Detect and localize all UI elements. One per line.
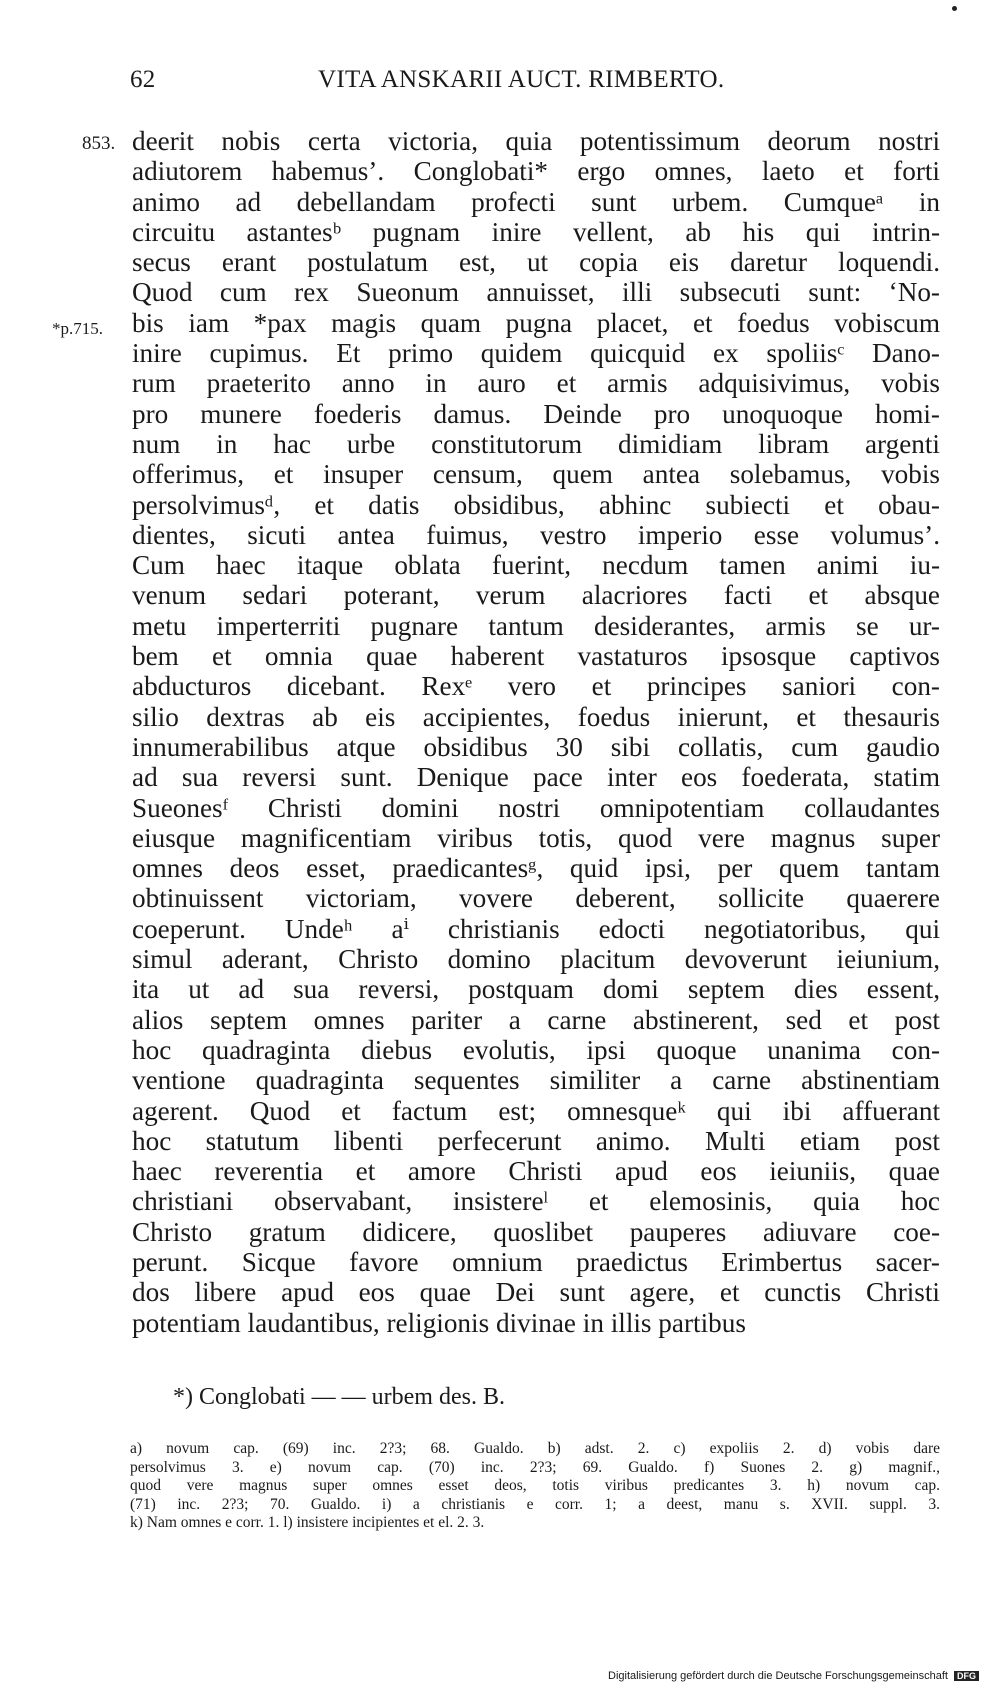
credit-text: Digitalisierung gefördert durch die Deutsche Forschungsgemeinschaft — [608, 1670, 948, 1682]
text-line: metu imperterriti pugnare tantum desiderantes, armis se ur- — [132, 610, 940, 641]
text-line: pro munere foederis damus. Deinde pro unoquoque homi- — [132, 398, 940, 429]
text-line: christiani observabant, insistereˡ et elemosinis, quia hoc — [132, 1186, 940, 1217]
text-line: Sueonesᶠ Christi domini nostri omnipotentiam collaudantes — [132, 792, 940, 823]
text-line: Quod cum rex Sueonum annuisset, illi subsecuti sunt: ‘No- — [132, 277, 940, 308]
text-line: hoc quadraginta diebus evolutis, ipsi quoque unanima con- — [132, 1034, 940, 1065]
apparatus-line: a) novum cap. (69) inc. 2?3; 68. Gualdo. b) adst. 2. c) expoliis 2. d) vobis dare — [130, 1440, 940, 1457]
apparatus-line: quod vere magnus super omnes esset deos, totis viribus predicantes 3. h) novum cap. — [130, 1477, 940, 1495]
text-line: persolvimusᵈ, et datis obsidibus, abhinc subiecti et obau- — [132, 489, 940, 520]
apparatus-line: persolvimus 3. e) novum cap. (70) inc. 2?3; 69. Gualdo. f) Suones 2. g) magnif., — [130, 1458, 940, 1476]
text-line: agerent. Quod et factum est; omnesqueᵏ qui ibi affuerant — [132, 1095, 940, 1126]
text-line: animo ad debellandam profecti sunt urbem. Cumqueᵃ in — [132, 186, 940, 217]
apparatus-line: k) Nam omnes e corr. 1. l) insistere incipientes et el. 2. 3. — [130, 1514, 485, 1532]
text-line: alios septem omnes pariter a carne abstinerent, sed et post — [132, 1004, 940, 1035]
apparatus-line: (71) inc. 2?3; 70. Gualdo. i) a christianis e corr. 1; a deest, manu s. XVII. suppl. 3. — [130, 1495, 940, 1513]
text-line: eiusque magnificentiam viribus totis, quod vere magnus super — [132, 822, 940, 853]
text-line: Christo gratum didicere, quoslibet pauperes adiuvare coe- — [132, 1216, 940, 1247]
text-line: hoc statutum libenti perfecerunt animo. Multi etiam post — [132, 1125, 940, 1156]
text-line: innumerabilibus atque obsidibus 30 sibi collatis, cum gaudio — [132, 731, 940, 762]
margin-page-reference: *p.715. — [52, 319, 103, 338]
running-title: VITA ANSKARII AUCT. RIMBERTO. — [318, 66, 725, 93]
text-line: perunt. Sicque favore omnium praedictus Erimbertus sacer- — [132, 1246, 940, 1277]
text-line: Cum haec itaque oblata fuerint, necdum tamen animi iu- — [132, 550, 940, 581]
ink-speck — [952, 6, 957, 11]
text-line: secus erant postulatum est, ut copia eis daretur loquendi. — [132, 247, 940, 278]
main-text — [132, 126, 940, 1338]
text-line: coeperunt. Undeʰ aⁱ christianis edocti negotiatoribus, qui — [132, 913, 940, 944]
text-line: ita ut ad sua reversi, postquam domi septem dies essent, — [132, 974, 940, 1005]
text-line: obtinuissent victoriam, vovere deberent, sollicite quaerere — [132, 883, 940, 914]
dfg-logo: DFG — [954, 1671, 979, 1681]
text-line: offerimus, et insuper censum, quem antea solebamus, vobis — [132, 459, 940, 490]
text-line: omnes deos esset, praedicantesᵍ, quid ipsi, per quem tantam — [132, 853, 940, 884]
text-line: simul aderant, Christo domino placitum devoverunt ieiunium, — [132, 944, 940, 975]
text-line: potentiam laudantibus, religionis divinae in illis partibus — [132, 1307, 746, 1338]
digitization-credit — [608, 1670, 979, 1682]
text-line: inire cupimus. Et primo quidem quicquid ex spoliisᶜ Dano- — [132, 338, 940, 369]
text-line: dos libere apud eos quae Dei sunt agere, et cunctis Christi — [132, 1277, 940, 1308]
text-line: deerit nobis certa victoria, quia potentissimum deorum nostri — [132, 126, 940, 156]
text-line: ventione quadraginta sequentes similiter a carne abstinentiam — [132, 1065, 940, 1096]
asterisk-footnote: *) Conglobati — — urbem des. B. — [173, 1384, 505, 1410]
margin-year: 853. — [82, 133, 116, 154]
text-line: rum praeterito anno in auro et armis adquisivimus, vobis — [132, 368, 940, 399]
text-line: num in hac urbe constitutorum dimidiam libram argenti — [132, 428, 940, 459]
text-line: abducturos dicebant. Rexᵉ vero et principes saniori con- — [132, 671, 940, 702]
text-line: dientes, sicuti antea fuimus, vestro imperio esse volumus’. — [132, 519, 940, 550]
text-line: circuitu astantesᵇ pugnam inire vellent, ab his qui intrin- — [132, 216, 940, 247]
text-line: ad sua reversi sunt. Denique pace inter eos foederata, statim — [132, 762, 940, 793]
text-line: bis iam *pax magis quam pugna placet, et foedus vobiscum — [132, 307, 940, 338]
text-line: venum sedari poterant, verum alacriores facti et absque — [132, 580, 940, 611]
page-number: 62 — [130, 66, 156, 93]
text-line: silio dextras ab eis accipientes, foedus inierunt, et thesauris — [132, 701, 940, 732]
text-line: haec reverentia et amore Christi apud eos ieiuniis, quae — [132, 1156, 940, 1187]
text-line: adiutorem habemus’. Conglobati* ergo omnes, laeto et forti — [132, 156, 940, 187]
text-line: bem et omnia quae haberent vastaturos ipsosque captivos — [132, 641, 940, 672]
critical-apparatus — [130, 1440, 940, 1533]
